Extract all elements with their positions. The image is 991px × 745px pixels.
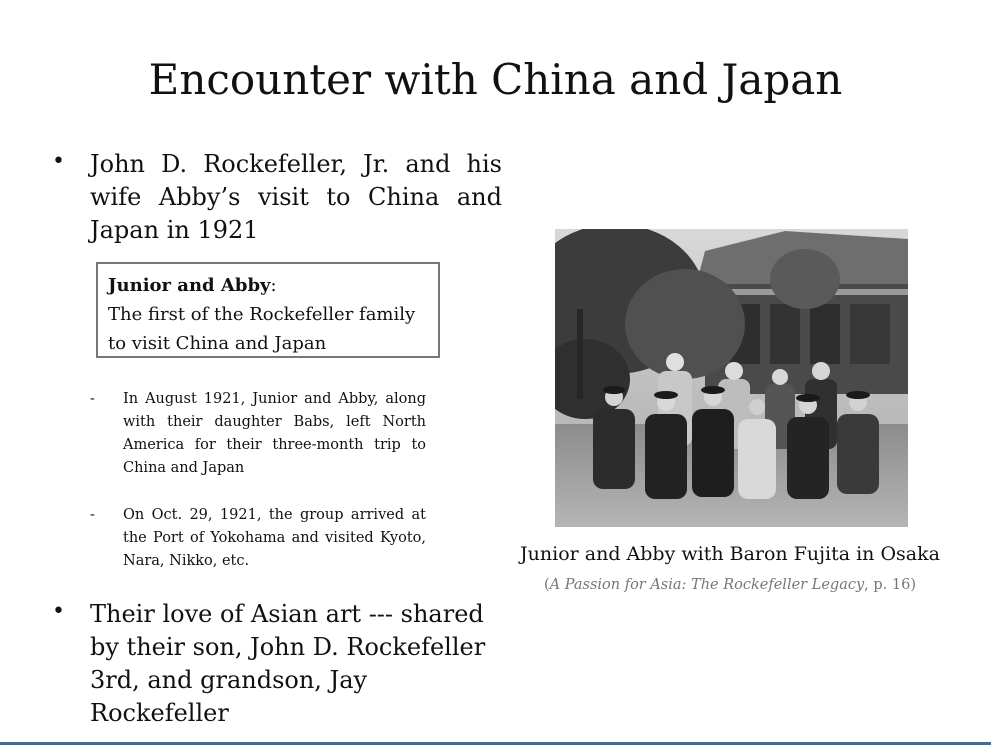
- bullet-marker: •: [52, 599, 65, 624]
- bullet-asian-art: [52, 598, 512, 730]
- callout-colon: :: [270, 275, 277, 296]
- callout-text: The first of the Rockefeller family to visit China and Japan: [108, 304, 416, 354]
- sub-point-marker: -: [90, 391, 95, 407]
- slide-title: Encounter with China and Japan: [148, 55, 843, 104]
- bullet-asian-art-text: Their love of Asian art --- shared by their son, John D. Rockefeller 3rd, and grandson, Jay Rockefeller: [90, 600, 486, 727]
- source-open: (: [544, 577, 550, 593]
- sub-point-october-text: On Oct. 29, 1921, the group arrived at the Port of Yokohama and visited Kyoto, Nara, Nikko, etc.: [123, 507, 426, 569]
- sub-point-marker: -: [90, 507, 95, 523]
- sub-point-august-text: In August 1921, Junior and Abby, along with their daughter Babs, left North America for their three-month trip to China and Japan: [123, 391, 426, 476]
- group-photo: [555, 229, 908, 527]
- bullet-marker: •: [52, 149, 65, 174]
- source-book-title: A Passion for Asia: The Rockefeller Legacy: [549, 577, 865, 593]
- group-photo-illustration: [555, 229, 908, 527]
- bullet-visit-text: John D. Rockefeller, Jr. and his wife Abby’s visit to China and Japan in 1921: [90, 150, 502, 244]
- bullet-visit: [52, 148, 502, 247]
- photo-caption: Junior and Abby with Baron Fujita in Osaka: [520, 543, 940, 565]
- callout-title: Junior and Abby: [108, 275, 271, 296]
- callout-box: [96, 262, 440, 358]
- sub-point-october: [90, 504, 426, 573]
- photo-source: [500, 573, 960, 597]
- sub-point-august: [90, 388, 426, 480]
- source-page: , p. 16): [864, 577, 916, 593]
